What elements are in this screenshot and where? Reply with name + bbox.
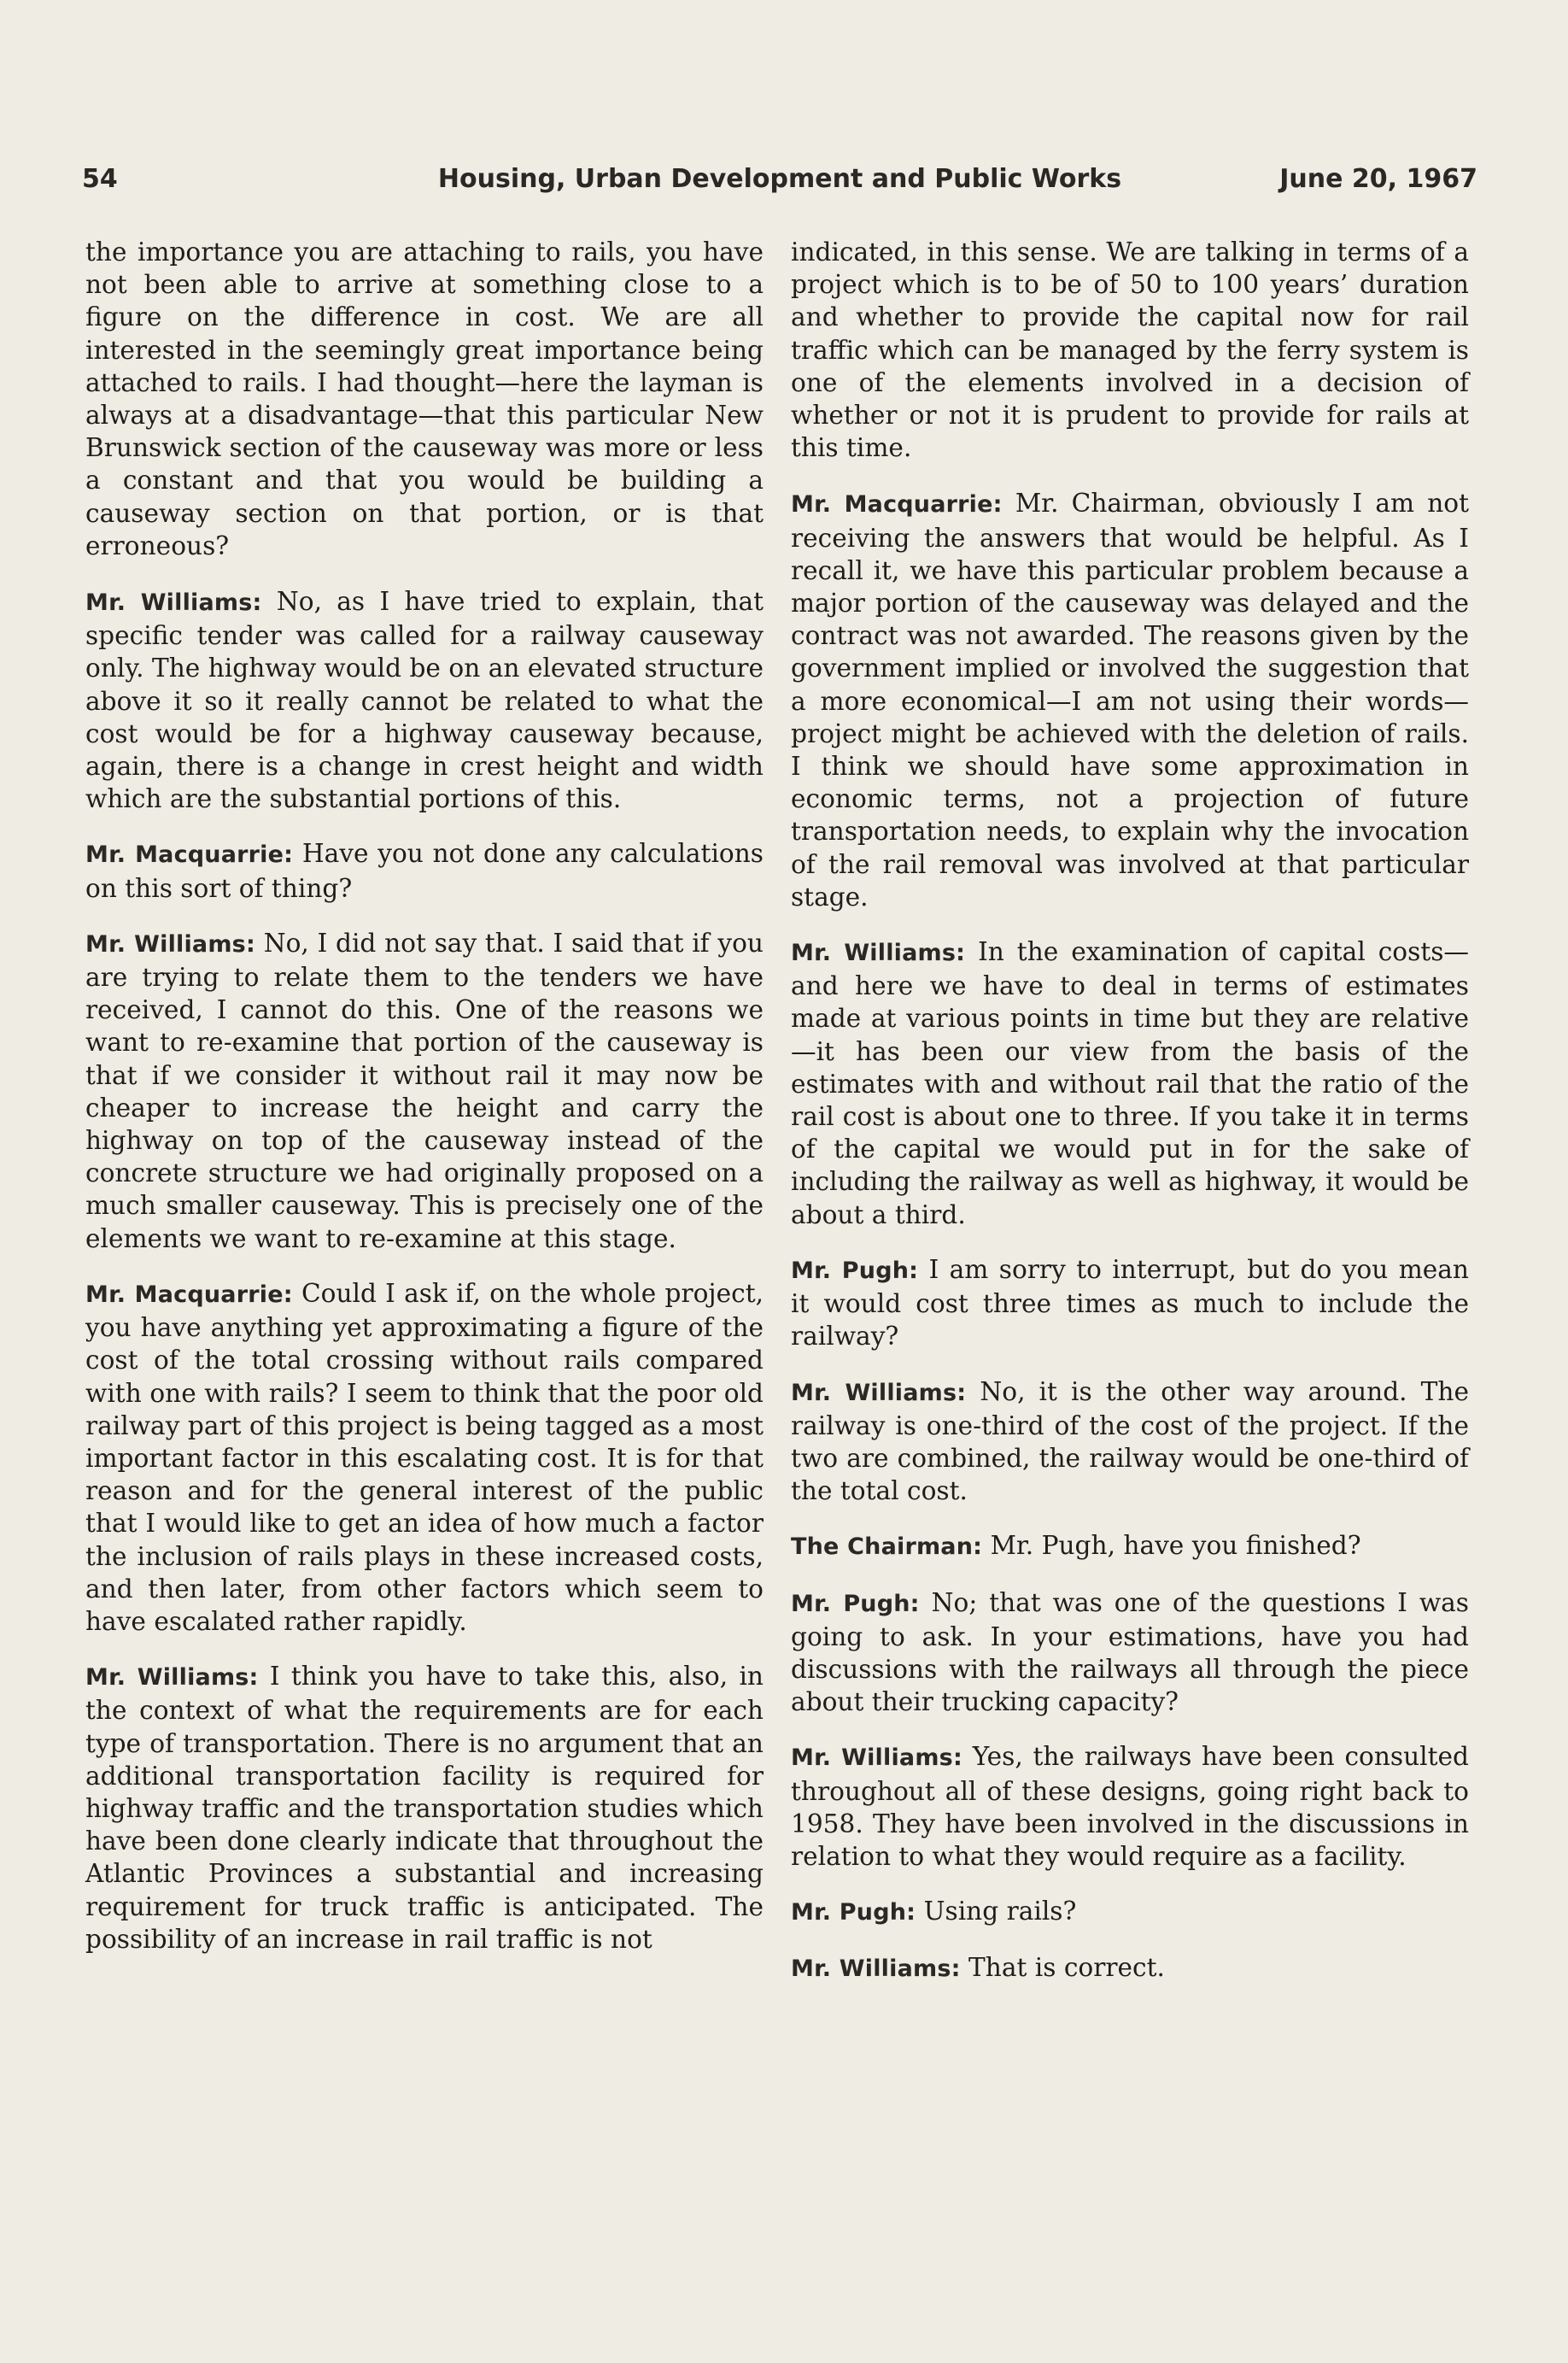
speaker-name: Mr. Pugh: xyxy=(791,1899,916,1926)
paragraph-text: indicated, in this sense. We are talking in terms of a project which is to be of 50 to 100 years’ duration and whether to provide the capital now for rail traffic which can be managed by the ferry system is one of the elements involved in a decision of whether or not it is prudent to provide for rails at this time. xyxy=(791,237,1469,463)
speaker-name: The Chairman: xyxy=(791,1533,983,1561)
left-column xyxy=(85,236,764,1978)
paragraph xyxy=(85,927,764,1255)
paragraph xyxy=(85,1277,764,1638)
right-column xyxy=(791,236,1469,2008)
paragraph xyxy=(791,487,1469,913)
paragraph-text: Using rails? xyxy=(923,1897,1077,1926)
speaker-name: Mr. Williams: xyxy=(85,1664,259,1692)
paragraph xyxy=(791,1740,1469,1873)
paragraph-text: No, I did not say that. I said that if you are trying to relate them to the tenders we have received, I cannot do this. One of the reasons we want to re-examine that portion of the causeway is that if we consider it without rail it may now be cheaper to increase the height and carry the highway on top of the causeway instead of the concrete structure we had originally proposed on a much smaller causeway. This is precisely one of the elements we want to re-examine at this stage. xyxy=(85,928,764,1253)
paragraph xyxy=(791,1895,1469,1929)
paragraph-text: the importance you are attaching to rails, you have not been able to arrive at something close to a figure on the difference in cost. We are all interested in the seemingly great importance being attached to rails. I had thought—here the layman is always at a disadvantage—that this particular New Brunswick section of the causeway was more or less a constant and that you would be building a causeway section on that portion, or is that erroneous? xyxy=(85,237,764,560)
paragraph xyxy=(791,1529,1469,1563)
paragraph-text: No, as I have tried to explain, that specific tender was called for a railway causeway only. The highway would be on an elevated structure above it so it really cannot be related to what the cost would be for a highway causeway because, again, there is a change in crest height and width which are the substantial portions of this. xyxy=(85,587,764,814)
paragraph xyxy=(791,1586,1469,1719)
speaker-name: Mr. Pugh: xyxy=(791,1590,920,1617)
speaker-name: Mr. Williams: xyxy=(791,1744,962,1772)
paragraph-text: Mr. Chairman, obviously I am not receiving the answers that would be helpful. As I recall it, we have this particular problem because a major portion of the causeway was delayed and the contract was not awarded. The reasons given by the government implied or involved the suggestion that a more economical—I am not using their words—project might be achieved with the deletion of rails. I think we should have some approximation in economic terms, not a projection of future transportation needs, to explain why the invocation of the rail removal was involved at that particular stage. xyxy=(791,489,1469,912)
page-number: 54 xyxy=(82,164,118,194)
paragraph xyxy=(85,585,764,815)
paragraph-text: No, it is the other way around. The railway is one-third of the cost of the project. If the two are combined, the railway would be one-third of the total cost. xyxy=(791,1376,1469,1506)
page-header xyxy=(82,164,1477,198)
speaker-name: Mr. Macquarrie: xyxy=(85,1281,293,1308)
paragraph-text: No; that was one of the questions I was going to ask. In your estimations, have you had discussions with the railways all through the piece about their trucking capacity? xyxy=(791,1587,1469,1717)
paragraph-text: In the examination of capital costs—and here we have to deal in terms of estimates made at various points in time but they are relative—it has been our view from the basis of the estimates with and without rail that the ratio of the rail cost is about one to three. If you take it in terms of the capital we would put in for the sake of including the railway as well as highway, it would be about a third. xyxy=(791,937,1469,1229)
speaker-name: Mr. Macquarrie: xyxy=(85,841,294,869)
paragraph-text: Mr. Pugh, have you finished? xyxy=(990,1531,1361,1561)
paragraph xyxy=(791,1375,1469,1508)
paragraph xyxy=(791,935,1469,1231)
speaker-name: Mr. Macquarrie: xyxy=(791,491,1003,519)
paragraph xyxy=(85,236,764,562)
speaker-name: Mr. Williams: xyxy=(85,589,262,617)
speaker-name: Mr. Williams: xyxy=(791,940,966,967)
speaker-name: Mr. Williams: xyxy=(85,930,255,958)
running-title: Housing, Urban Development and Public Works xyxy=(437,164,1122,194)
paragraph-text: I think you have to take this, also, in the context of what the requirements are for each type of transportation. There is no argument that an additional transportation facility is required for highway traffic and the transportation studies which have been done clearly indicate that throughout the Atlantic Provinces a substantial and increasing requirement for truck traffic is anticipated. The possibility of an increase in rail traffic is not xyxy=(85,1662,764,1954)
paragraph-text: Have you not done any calculations on this sort of thing? xyxy=(85,839,764,903)
paragraph-text: I am sorry to interrupt, but do you mean it would cost three times as much to include the railway? xyxy=(791,1254,1469,1352)
paragraph xyxy=(791,1253,1469,1353)
speaker-name: Mr. Pugh: xyxy=(791,1257,919,1284)
paragraph-text: Yes, the railways have been consulted throughout all of these designs, going right back to 1958. They have been involved in the discussions in relation to what they would require as a facility. xyxy=(791,1742,1469,1871)
paragraph-text: Could I ask if, on the whole project, you have anything yet approximating a figure of the cost of the total crossing without rails compared with one with rails? I seem to think that the poor old railway part of this project is being tagged as a most important factor in this escalating cost. It is for that reason and for the general interest of the public that I would like to get an idea of how much a factor the inclusion of rails plays in these increased costs, and then later, from other factors which seem to have escalated rather rapidly. xyxy=(85,1278,764,1636)
paragraph xyxy=(791,236,1469,464)
paragraph-text: That is correct. xyxy=(968,1953,1165,1983)
paragraph xyxy=(791,1951,1469,1985)
page-date: June 20, 1967 xyxy=(1279,164,1477,194)
speaker-name: Mr. Williams: xyxy=(791,1379,967,1406)
speaker-name: Mr. Williams: xyxy=(791,1955,961,1983)
paragraph xyxy=(85,837,764,904)
paragraph xyxy=(85,1660,764,1955)
